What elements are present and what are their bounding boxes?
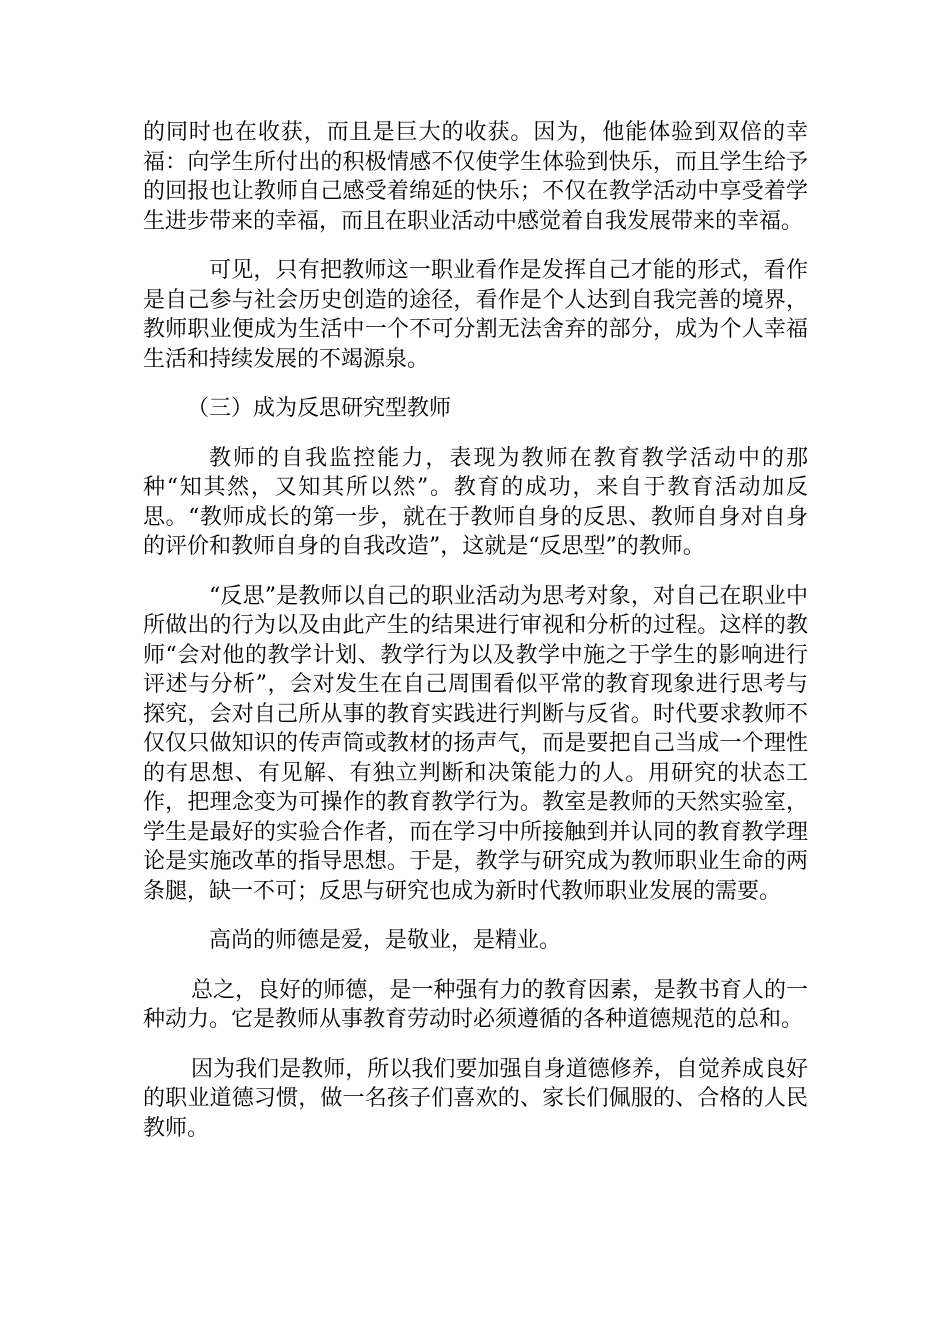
paragraph-continuation: 的同时也在收获，而且是巨大的收获。因为，他能体验到双倍的幸福：向学生所付出的积极情感不仅使学生体验到快乐，而且学生给予的回报也让教师自己感受着绵延的快乐；不仅在教学活动中享受着学生进步带来的幸福，而且在职业活动中感觉着自我发展带来的幸福。 xyxy=(143,120,808,234)
paragraph-teacher-profession: 可见，只有把教师这一职业看作是发挥自己才能的形式，看作是自己参与社会历史创造的途径，看作是个人达到自我完善的境界，教师职业便成为生活中一个不可分割无法舍弃的部分，成为个人幸福生活和持续发展的不竭源泉。 xyxy=(143,258,808,372)
paragraph-closing: 因为我们是教师，所以我们要加强自身道德修养，自觉养成良好的职业道德习惯，做一名孩子们喜欢的、家长们佩服的、合格的人民教师。 xyxy=(143,1056,808,1141)
paragraph-noble-ethics: 高尚的师德是爱，是敬业，是精业。 xyxy=(209,928,562,953)
section-heading-reflective-teacher: （三）成为反思研究型教师 xyxy=(187,396,452,421)
paragraph-self-monitoring: 教师的自我监控能力，表现为教师在教育教学活动中的那种“知其然，又知其所以然”。教育的成功，来自于教育活动加反思。“教师成长的第一步，就在于教师自身的反思、教师自身对自身的评价和教师自身的自我改造”，这就是“反思型”的教师。 xyxy=(143,445,808,559)
paragraph-reflection-definition: “反思”是教师以自己的职业活动为思考对象，对自己在职业中所做出的行为以及由此产生的结果进行审视和分析的过程。这样的教师“会对他的教学计划、教学行为以及教学中施之于学生的影响进行评述与分析”，会对发生在自己周围看似平常的教育现象进行思考与探究，会对自己所从事的教育实践进行判断与反省。时代要求教师不仅仅只做知识的传声筒或教材的扬声气，而是要把自己当成一个理性的有思想、有见解、有独立判断和决策能力的人。用研究的状态工作，把理念变为可操作的教育教学行为。教室是教师的天然实验室，学生是最好的实验合作者，而在学习中所接触到并认同的教育教学理论是实施改革的指导思想。于是，教学与研究成为教师职业生命的两条腿，缺一不可；反思与研究也成为新时代教师职业发展的需要。 xyxy=(143,583,808,904)
document-body xyxy=(143,118,808,1163)
paragraph-conclusion: 总之，良好的师德，是一种强有力的教育因素，是教书育人的一种动力。它是教师从事教育劳动时必须遵循的各种道德规范的总和。 xyxy=(143,977,808,1032)
